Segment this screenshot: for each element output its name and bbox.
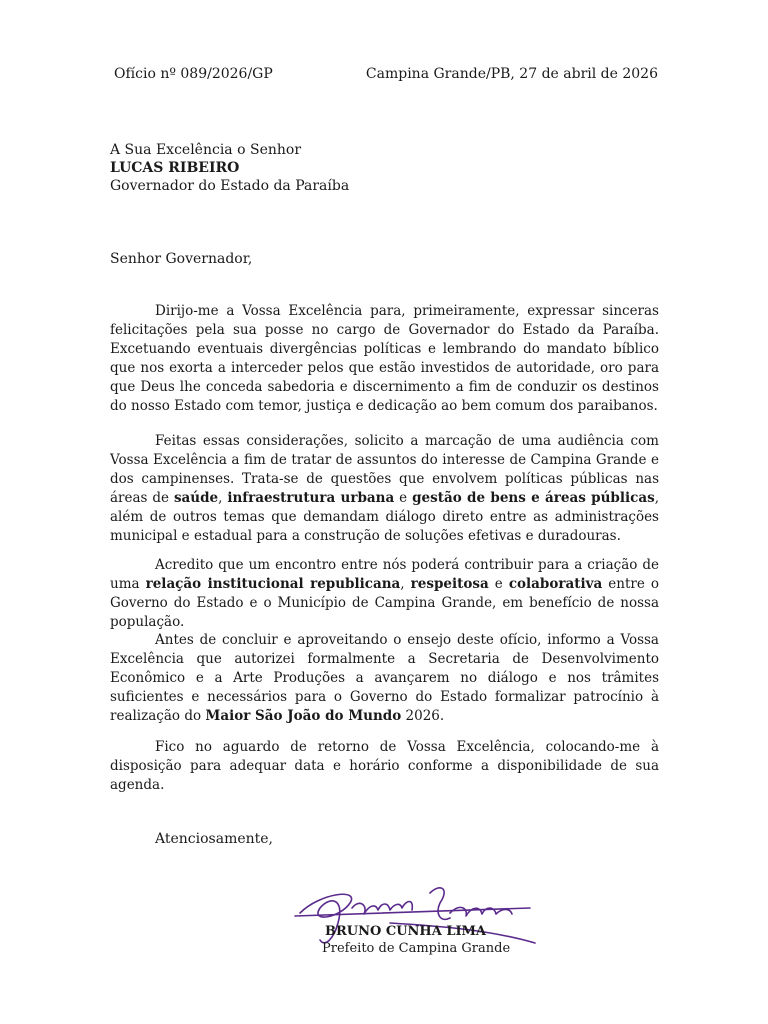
addressee-role: Governador do Estado da Paraíba: [110, 178, 350, 194]
text-span: entre o Governo do Estado e o Município de Campina Grande, em benefício de nossa população.: [110, 576, 660, 630]
bold-republican-relation: relação institucional republicana: [145, 576, 401, 592]
text-span: ,: [218, 490, 228, 506]
addressee-title: A Sua Excelência o Senhor: [110, 142, 302, 158]
paragraph-3-text: [110, 556, 659, 632]
text-span: ,: [400, 576, 411, 592]
paragraph-5: [110, 738, 659, 795]
paragraph-1-text: Dirijo-me a Vossa Excelência para, primeiramente, expressar sinceras felicitações pela sua posse no cargo de Governador do Estado da Paraíba. Excetuando eventuais divergências políticas e lembrando do mandato bíblico que nos exorta a interceder pelos que estão investidos de autoridade, oro para que Deus lhe conceda sabedoria e discernimento a fim de conduzir os destinos do nosso Estado com temor, justiça e dedicação ao bem comum dos paraibanos.: [110, 303, 659, 414]
paragraph-5-text: Fico no aguardo de retorno de Vossa Excelência, colocando-me à disposição para adequar data e horário conforme a disponibilidade de sua agenda.: [110, 739, 659, 793]
addressee-block: [110, 141, 349, 195]
paragraph-2: [110, 432, 659, 546]
text-span: e: [488, 576, 509, 592]
text-span: Antes de concluir e aproveitando o ensejo deste ofício, informo a Vossa Excelência que autorizei formalmente a Secretaria de Desenvolvimento Econômico e a Arte Produções a avançarem no diálogo e nos trâmites suficientes e necessários para o Governo do Estado formalizar patrocínio à realização do: [110, 632, 659, 724]
signer-title: Prefeito de Campina Grande: [322, 941, 511, 956]
text-span: 2026.: [401, 708, 445, 724]
text-span: Acredito que um encontro entre nós poderá contribuir para a criação de uma: [110, 557, 659, 592]
paragraph-2-text: [110, 432, 659, 546]
text-span: e: [394, 490, 413, 506]
paragraph-1: [110, 302, 659, 416]
bold-infrastructure: infraestrutura urbana: [227, 490, 395, 506]
paragraph-3: [110, 556, 659, 632]
office-reference: Ofício nº 089/2026/GP: [114, 66, 273, 82]
signer-name: BRUNO CUNHA LIMA: [325, 924, 487, 939]
text-span: , além de outros temas que demandam diálogo direto entre as administrações municipal e estadual para a construção de soluções efetivas e duradouras.: [110, 490, 659, 544]
paragraph-4-text: [110, 631, 659, 726]
salutation: Senhor Governador,: [110, 251, 253, 267]
closing: Atenciosamente,: [155, 831, 274, 847]
bold-sao-joao: Maior São João do Mundo: [205, 708, 402, 724]
addressee-name: LUCAS RIBEIRO: [110, 160, 240, 176]
text-span: Feitas essas considerações, solicito a marcação de uma audiência com Vossa Excelência a fim de tratar de assuntos do interesse de Campina Grande e dos campinenses. Trata-se de questões que envolvem políticas públicas nas áreas de: [110, 433, 659, 506]
bold-respectful: respeitosa: [410, 576, 489, 592]
bold-public-assets: gestão de bens e áreas públicas: [412, 490, 655, 506]
bold-health: saúde: [173, 490, 219, 506]
place-and-date: Campina Grande/PB, 27 de abril de 2026: [365, 66, 658, 82]
bold-collaborative: colaborativa: [508, 576, 603, 592]
paragraph-4: [110, 631, 659, 726]
